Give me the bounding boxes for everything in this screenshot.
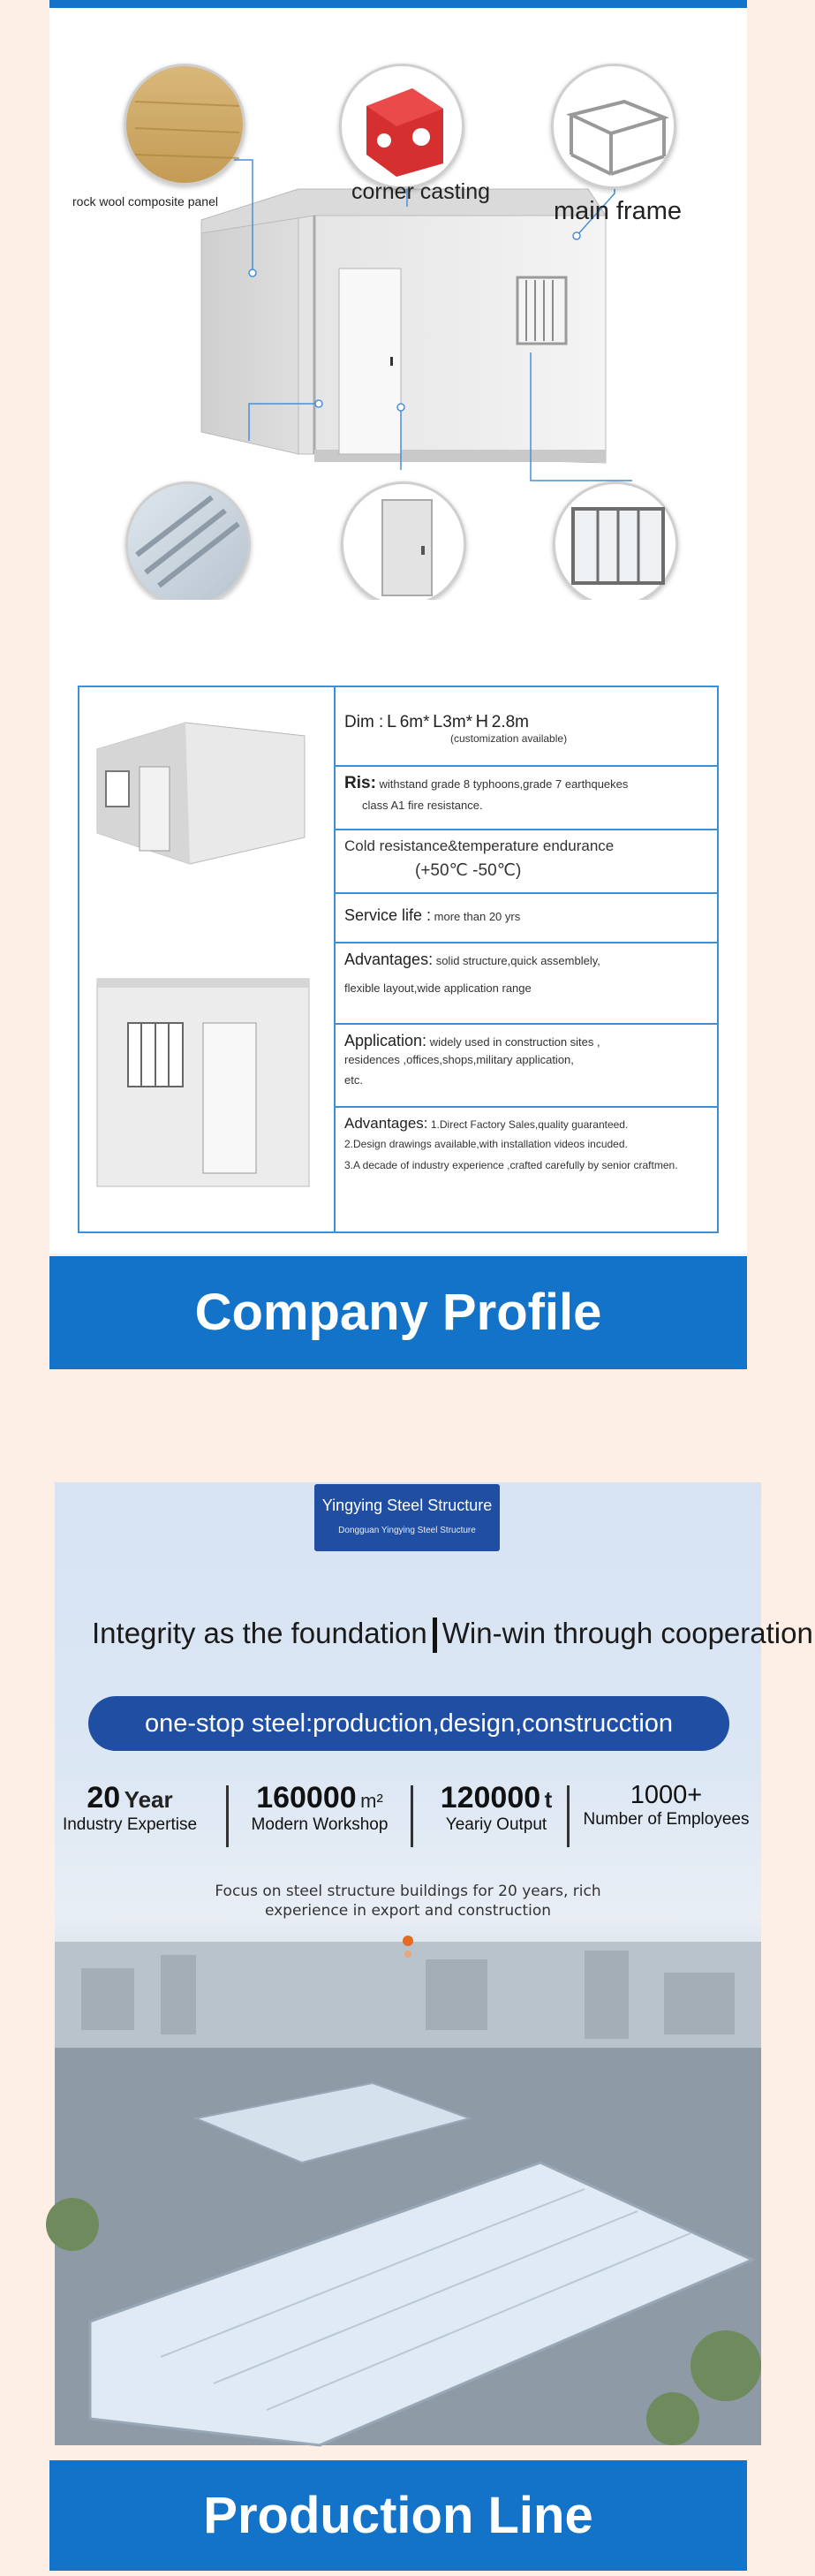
container-photos <box>79 687 336 1235</box>
spec-row-advantages: Advantages: solid structure,quick assemblely, flexible layout,wide application range <box>336 943 717 1025</box>
factory-aerial-photo <box>55 1942 761 2445</box>
motto-left: Integrity as the foundation <box>92 1617 427 1649</box>
spec-row-dimensions: Dim : L 6m* L3m* H 2.8m (customization available) <box>336 687 717 767</box>
stat-years: 20 Year Industry Expertise <box>62 1781 198 1834</box>
steel-door-image <box>341 481 466 607</box>
spec-row-resistance: Ris: withstand grade 8 typhoons,grade 7 earthquekes class A1 fire resistance. <box>336 767 717 830</box>
main-frame-image <box>551 64 676 189</box>
rock-wool-panel-image <box>124 64 245 186</box>
orange-dot <box>403 1936 413 1946</box>
stat-workshop: 160000 m² Modern Workshop <box>251 1781 389 1834</box>
column-image <box>125 481 251 607</box>
company-profile-heading: Company Profile <box>49 1256 747 1369</box>
spec-images-column <box>79 687 336 1231</box>
company-motto <box>92 1617 813 1653</box>
label-rock-wool: rock wool composite panel <box>72 194 218 208</box>
aluminum-window-image <box>553 481 678 607</box>
company-stats <box>55 1781 761 1857</box>
company-profile-panel <box>55 1482 813 2445</box>
spec-table <box>78 686 719 1233</box>
logo-subtitle: Dongguan Yingying Steel Structure <box>338 1526 476 1535</box>
production-line-heading: Production Line <box>49 2460 747 2571</box>
label-main-frame: main frame <box>554 197 683 225</box>
motto-right: Win-win through cooperation <box>441 1617 813 1649</box>
spec-row-temperature: Cold resistance&temperature endurance (+50℃ -50℃) <box>336 830 717 894</box>
container-window <box>517 277 566 344</box>
orange-dot-small <box>404 1951 411 1958</box>
logo-name: Yingying Steel Structure <box>321 1496 493 1514</box>
spec-row-application: Application: widely used in construction sites , residences ,offices,shops,military application, etc. <box>336 1025 717 1108</box>
focus-statement: Focus on steel structure buildings for 20 years, rich experience in export and construction <box>215 1883 601 1920</box>
stat-employees: 1000+ Number of Employees <box>583 1781 750 1829</box>
company-logo <box>314 1484 500 1551</box>
stat-output: 120000 t Yeariy Output <box>440 1781 553 1834</box>
spec-row-factory-advantages: Advantages: 1.Direct Factory Sales,quality guaranteed. 2.Design drawings available,with installation videos incuded. 3.A decade of industry experience ,crafted carefully by senior craftmen. <box>344 1115 678 1171</box>
spec-row-service-life: Service life : more than 20 yrs <box>336 894 717 943</box>
corner-casting-image <box>339 64 464 189</box>
label-corner-casting: corner casting <box>351 179 491 204</box>
one-stop-service-pill: one-stop steel:production,design,construcction <box>88 1696 729 1751</box>
top-banner-edge <box>49 0 747 8</box>
